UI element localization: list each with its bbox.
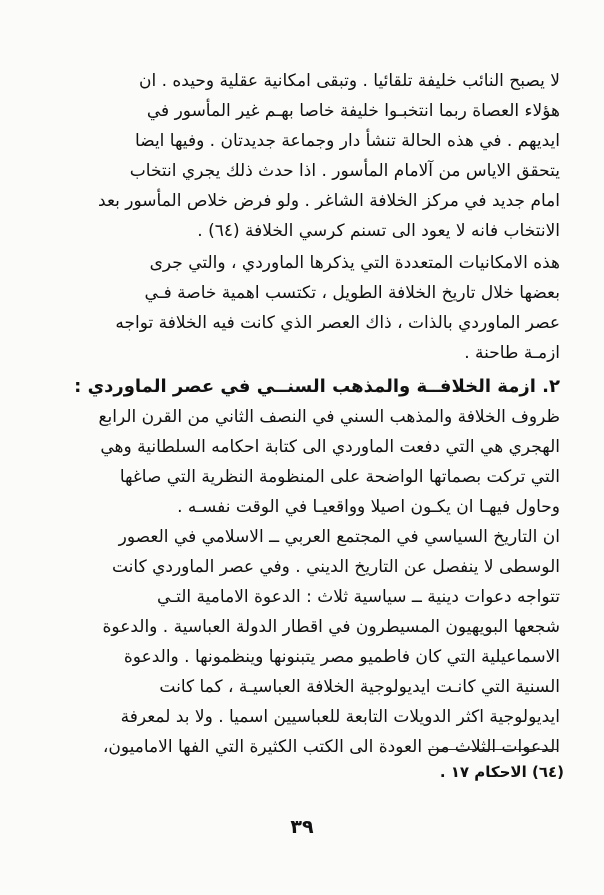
text-line: ايديولوجية اكثر الدويلات التابعة للعباسيين اسميا . ولا بد لمعرفة [120, 707, 560, 727]
paragraph-2 [38, 248, 560, 368]
paragraph-1 [38, 66, 560, 246]
text-line: السنية التي كانـت ايديولوجية الخلافة العباسيـة ، كما كانت [159, 677, 560, 697]
text-line: الهجري هي التي دفعت الماوردي الى كتابة احكامه السلطانية وهي [100, 437, 560, 457]
text-line: ايديهم . في هذه الحالة تنشأ دار وجماعة جديدتان . وفيها ايضا [135, 131, 560, 151]
text-line: الدعوات الثلاث من العودة الى الكتب الكثيرة التي الفها الاماميون، [102, 737, 560, 757]
text-line: ان التاريخ السياسي في المجتمع العربي ــ الاسلامي في العصور [118, 527, 560, 547]
text-line: هؤلاء العصاة ربما انتخبـوا خليفة خاصا بهـم غير المأسور في [146, 101, 560, 121]
text-line: يتحقق الاياس من آلامام المأسور . اذا حدث ذلك يجري انتخاب [129, 161, 560, 181]
footnote-divider [428, 749, 558, 750]
text-line: الاسماعيلية التي كان فاطميو مصر يتبنونها وينظمونها . والدعوة [123, 647, 560, 667]
text-line: الوسطى لا ينفصل عن التاريخ الديني . وفي عصر الماوردي كانت [111, 557, 560, 577]
text-line: الانتخاب فانه لا يعود الى تسنم كرسي الخلافة (٦٤) . [197, 221, 560, 241]
text-line: ظروف الخلافة والمذهب السني في النصف الثاني من القرن الرابع [98, 407, 560, 427]
page-number: ٣٩ [290, 816, 314, 838]
section-heading: ٢. ازمة الخلافــة والمذهب السنــي في عصر الماوردي : [74, 376, 560, 397]
text-line: وحاول فيهـا ان يكـون اصيلا وواقعيـا في الوقت نفسـه . [177, 497, 560, 517]
footnote: (٦٤) الاحكام ١٧ . [439, 763, 564, 781]
text-line: بعضها خلال تاريخ الخلافة الطويل ، تكتسب اهمية خاصة فـي [144, 283, 560, 303]
text-line: ازمـة طاحنة . [464, 343, 560, 363]
text-line: امام جديد في مركز الخلافة الشاغر . ولو فرض خلاص المأسور بعد [98, 191, 560, 211]
section-2 [38, 372, 560, 762]
text-line: شجعها البويهيون المسيطرون في اقطار الدولة العباسية . والدعوة [102, 617, 560, 637]
text-line: لا يصبح النائب خليفة تلقائيا . وتبقى امكانية عقلية وحيده . ان [138, 71, 560, 91]
text-line: عصر الماوردي بالذات ، ذاك العصر الذي كانت فيه الخلافة تواجه [115, 313, 560, 333]
text-line: هذه الامكانيات المتعددة التي يذكرها الماوردي ، والتي جرى [149, 253, 560, 273]
text-line: تتواجه دعوات دينية ــ سياسية ثلاث : الدعوة الامامية التـي [156, 587, 560, 607]
text-line: التي تركت بصماتها الواضحة على المنظومة النظرية التي صاغها [119, 467, 560, 487]
